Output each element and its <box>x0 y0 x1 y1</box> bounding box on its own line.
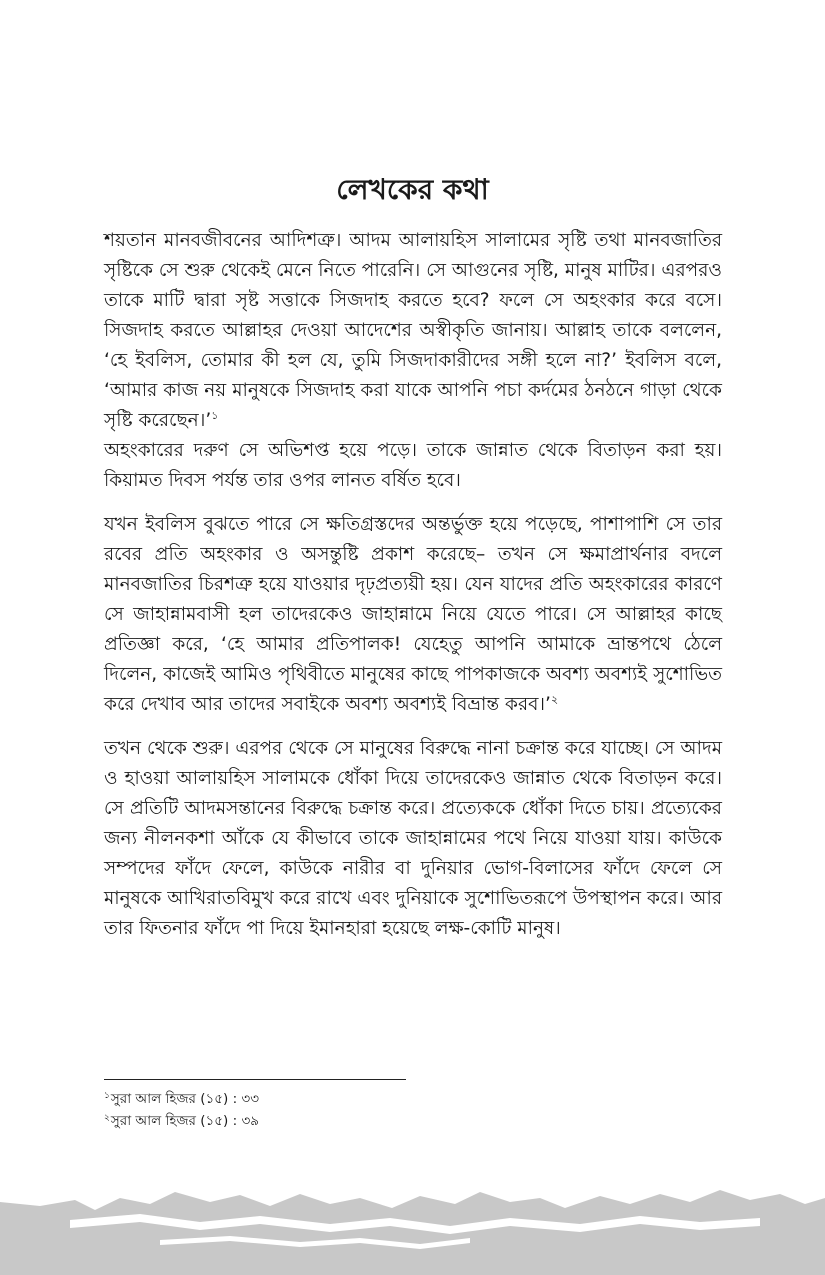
paragraph-2-text: যখন ইবলিস বুঝতে পারে সে ক্ষতিগ্রস্তদের অন্তর্ভুক্ত হয়ে পড়েছে, পাশাপাশি সে তার রবের প্রতি অহংকার ও অসন্তুষ্টি প্রকাশ করেছে– তখন সে ক্ষমাপ্রার্থনার বদলে মানবজাতির চিরশত্রু হয়ে যাওয়ার দৃঢ়প্রত্যয়ী হয়। যেন যাদের প্রতি অহংকারের কারণে সে জাহান্নামবাসী হল তাদেরকেও জাহান্নামে নিয়ে যেতে পারে। সে আল্লাহর কাছে প্রতিজ্ঞা করে, ‘হে আমার প্রতিপালক! যেহেতু আপনি আমাকে ভ্রান্তপথে ঠেলে দিলেন, কাজেই আমিও পৃথিবীতে মানুষের কাছে পাপকাজকে অবশ্য অবশ্যই সুশোভিত করে দেখাব আর তাদের সবাইকে অবশ্য অবশ্যই বিভ্রান্ত করব।’ <box>104 514 722 715</box>
paragraph-2 <box>104 510 722 720</box>
footnote-ref-2[interactable]: ২ <box>550 692 559 706</box>
bottom-decoration <box>0 1180 825 1275</box>
footnote-2 <box>104 1110 704 1132</box>
paragraph-1 <box>104 226 722 496</box>
paragraph-3-text: তখন থেকে শুরু। এরপর থেকে সে মানুষের বিরুদ্ধে নানা চক্রান্ত করে যাচ্ছে। সে আদম ও হাওয়া আলায়হিস সালামকে ধোঁকা দিয়ে তাদেরকেও জান্নাত থেকে বিতাড়ন করে। সে প্রতিটি আদমসন্তানের বিরুদ্ধে চক্রান্ত করে। প্রত্যেককে ধোঁকা দিতে চায়। প্রত্যেকের জন্য নীলনকশা আঁকে যে কীভাবে তাকে জাহান্নামের পথে নিয়ে যাওয়া যায়। কাউকে সম্পদের ফাঁদে ফেলে, কাউকে নারীর বা দুনিয়ার ভোগ-বিলাসের ফাঁদে ফেলে সে মানুষকে আখিরাতবিমুখ করে রাখে এবং দুনিয়াকে সুশোভিতরূপে উপস্থাপন করে। আর তার ফিতনার ফাঁদে পা দিয়ে ইমানহারা হয়েছে লক্ষ-কোটি মানুষ। <box>104 738 722 939</box>
paragraph-1-continuation: অহংকারের দরুণ সে অভিশপ্ত হয়ে পড়ে। তাকে জান্নাত থেকে বিতাড়ন করা হয়। কিয়ামত দিবস পর্যন্ত তার ওপর লানত বর্ষিত হবে। <box>104 440 722 491</box>
footnote-ref-1[interactable]: ১ <box>211 408 219 422</box>
footnote-2-number: ২ <box>104 1112 110 1123</box>
footnotes <box>104 1088 704 1132</box>
footnote-1 <box>104 1088 704 1110</box>
footnote-1-text: সুরা আল হিজর (১৫) : ৩৩ <box>110 1091 259 1107</box>
footnote-2-text: সুরা আল হিজর (১৫) : ৩৯ <box>110 1113 259 1129</box>
decorative-brush-band <box>0 1190 825 1275</box>
footnote-divider <box>104 1079 406 1080</box>
paragraph-3 <box>104 734 722 944</box>
paragraph-1-text: শয়তান মানবজীবনের আদিশত্রু। আদম আলায়হিস সালামের সৃষ্টি তথা মানবজাতির সৃষ্টিকে সে শুরু থেকেই মেনে নিতে পারেনি। সে আগুনের সৃষ্টি, মানুষ মাটির। এরপরও তাকে মাটি দ্বারা সৃষ্ট সত্তাকে সিজদাহ করতে হবে? ফলে সে অহংকার করে বসে। সিজদাহ করতে আল্লাহর দেওয়া আদেশের অস্বীকৃতি জানায়। আল্লাহ তাকে বললেন, ‘হে ইবলিস, তোমার কী হল যে, তুমি সিজদাকারীদের সঙ্গী হলে না?’ ইবলিস বলে, ‘আমার কাজ নয় মানুষকে সিজদাহ করা যাকে আপনি পচা কর্দমের ঠনঠনে গাড়া থেকে সৃষ্টি করেছেন।’ <box>104 230 722 431</box>
footnote-1-number: ১ <box>104 1090 110 1101</box>
page-title: লেখকের কথা <box>336 173 489 206</box>
body-text <box>104 226 722 958</box>
